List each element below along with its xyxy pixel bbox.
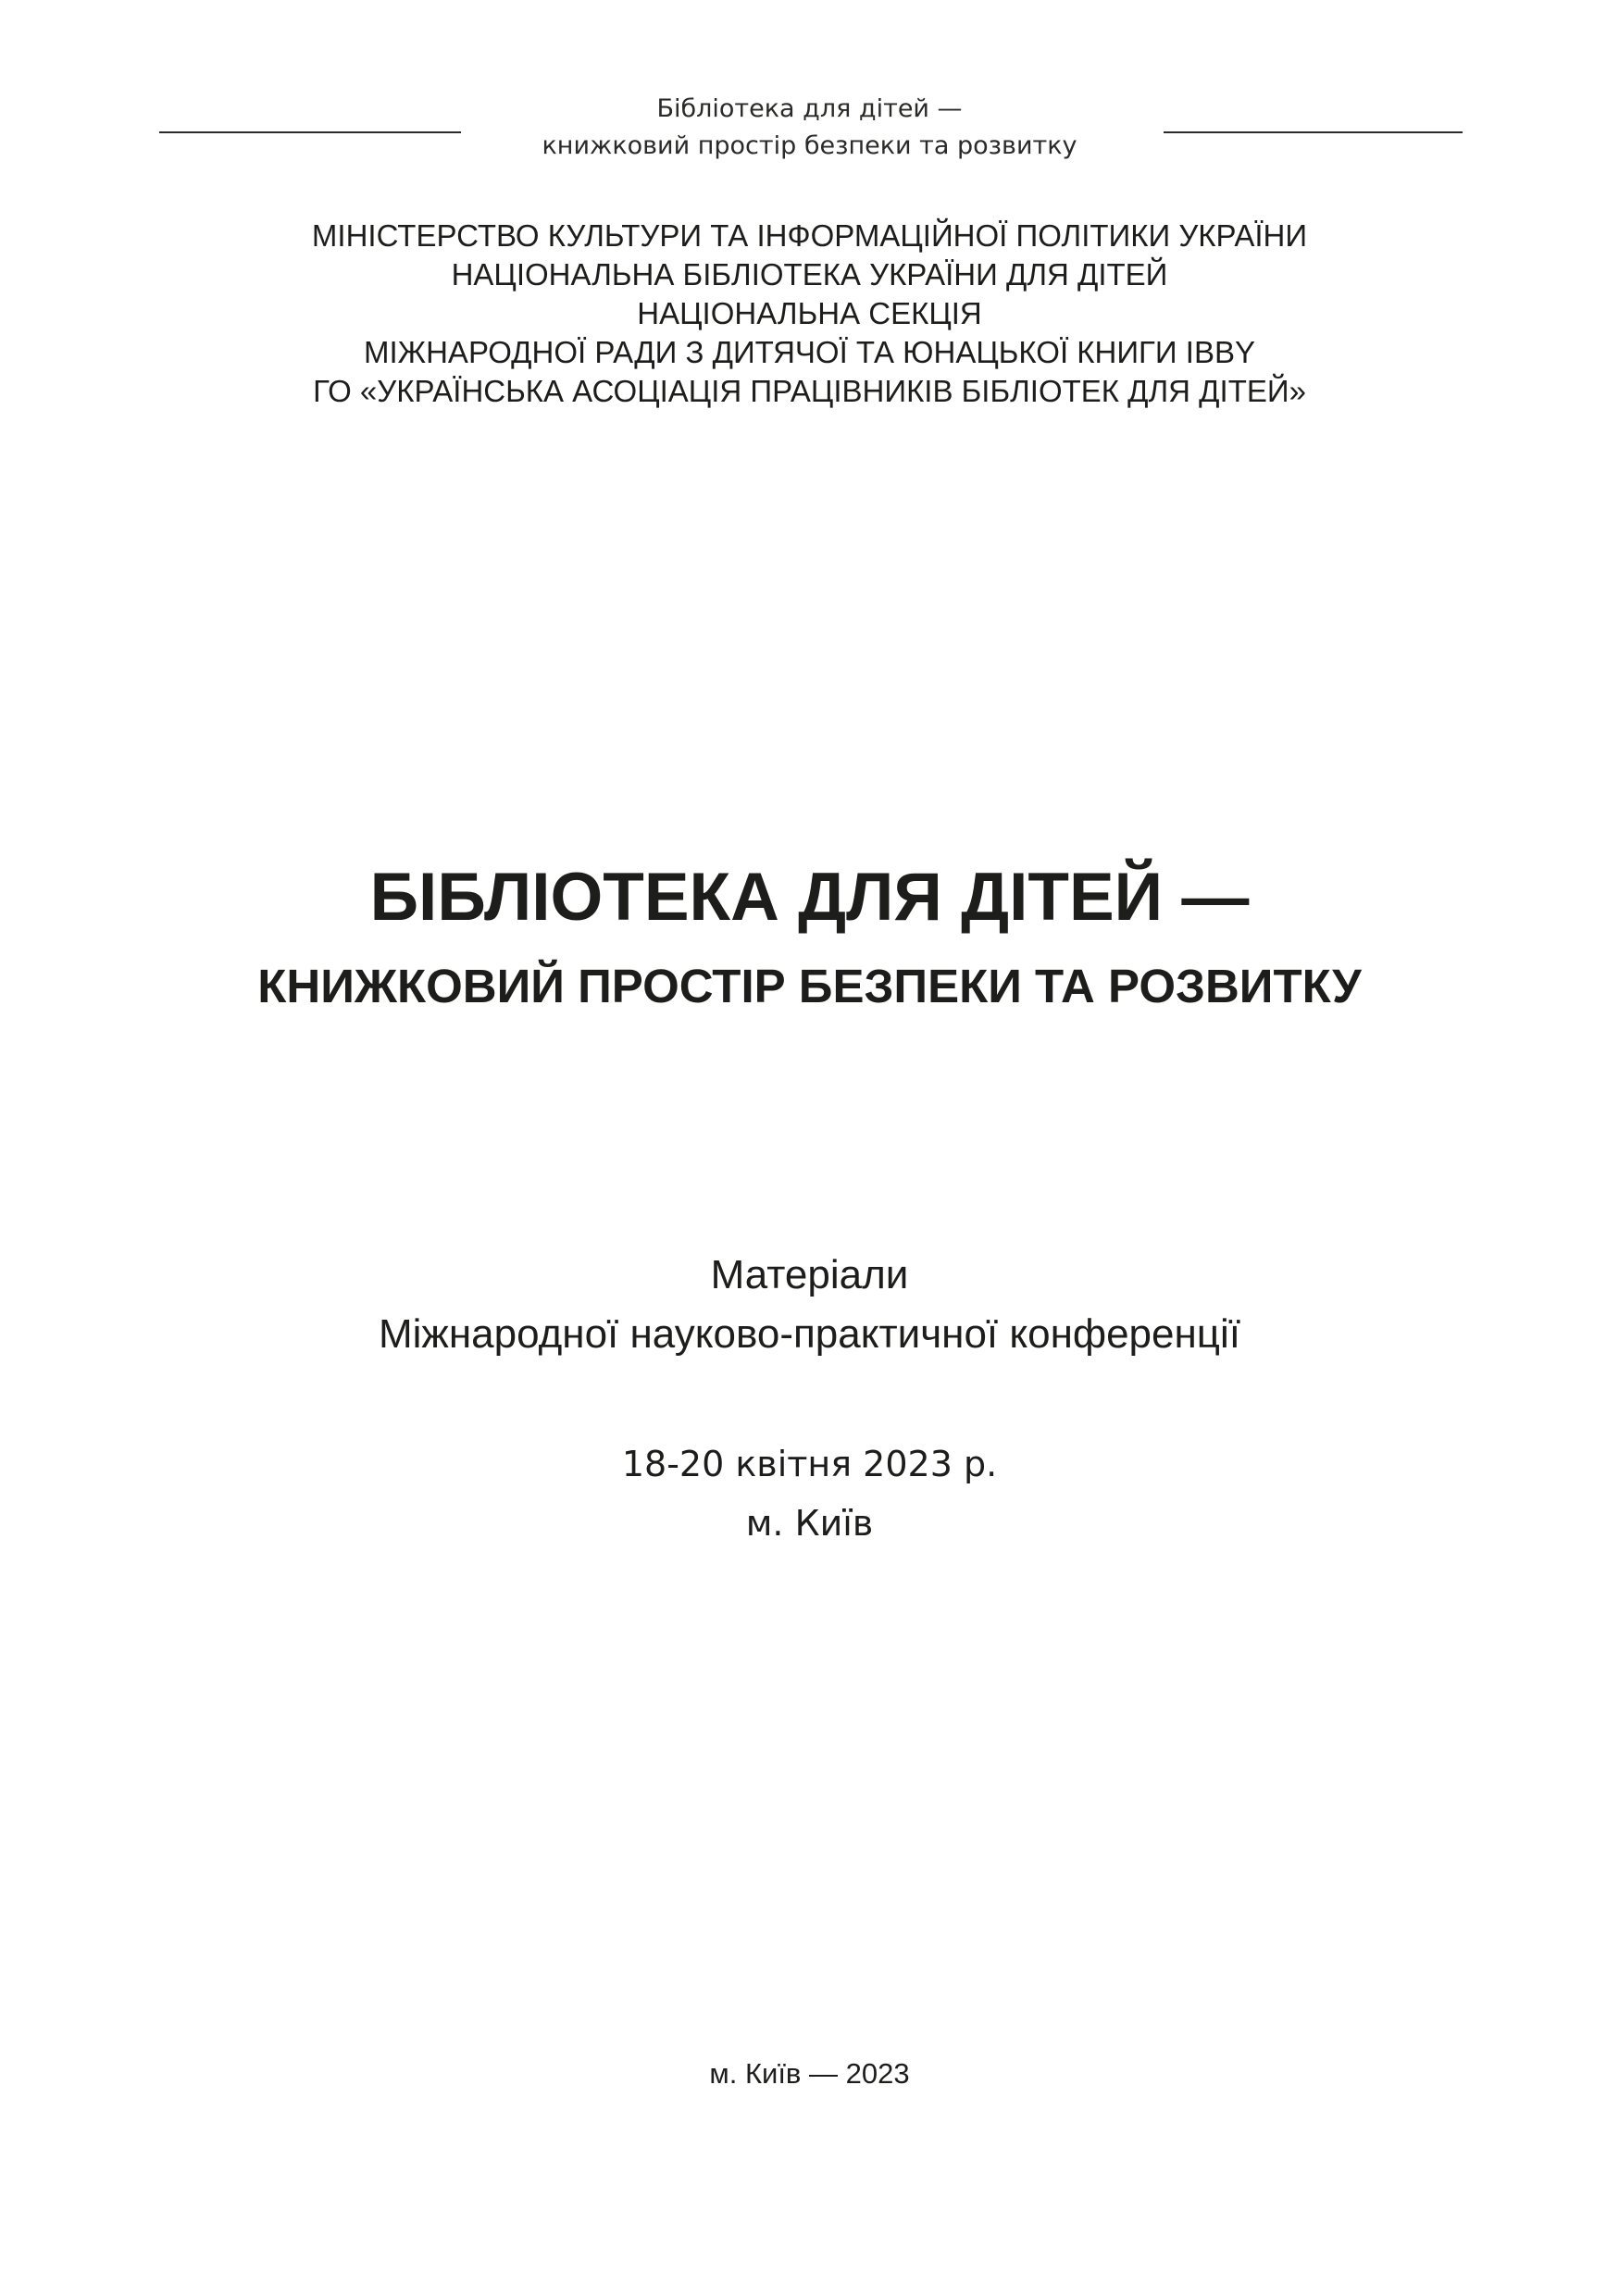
organization-national-section: НАЦІОНАЛЬНА СЕКЦІЯ	[637, 296, 982, 330]
event-block	[0, 1434, 1619, 1553]
event-place: м. Київ	[745, 1503, 874, 1544]
organization-ministry: МІНІСТЕРСТВО КУЛЬТУРИ ТА ІНФОРМАЦІЙНОЇ ПОЛІТИКИ УКРАЇНИ	[311, 218, 1308, 253]
running-header	[0, 91, 1619, 165]
materials-block	[0, 1246, 1619, 1364]
materials-label: Матеріали	[710, 1252, 909, 1297]
running-header-line-1: Бібліотека для дітей —	[656, 94, 963, 123]
header-rule-right	[1164, 131, 1463, 133]
running-header-line-2: книжковий простір безпеки та розвитку	[542, 131, 1077, 160]
page-title: БІБЛІОТЕКА ДЛЯ ДІТЕЙ —	[369, 860, 1250, 935]
organization-association: ГО «УКРАЇНСЬКА АСОЦІАЦІЯ ПРАЦІВНИКІВ БІБЛІОТЕК ДЛЯ ДІТЕЙ»	[313, 374, 1306, 408]
imprint: м. Київ — 2023	[709, 2057, 910, 2090]
conference-name: Міжнародної науково-практичної конференції	[378, 1311, 1240, 1357]
organization-national-library: НАЦІОНАЛЬНА БІБЛІОТЕКА УКРАЇНИ ДЛЯ ДІТЕЙ	[451, 257, 1168, 292]
event-dates: 18-20 квітня 2023 р.	[621, 1444, 998, 1484]
organization-ibby: МІЖНАРОДНОЇ РАДИ З ДИТЯЧОЇ ТА ЮНАЦЬКОЇ КНИГИ IBBY	[363, 335, 1256, 369]
organizations-block	[0, 217, 1619, 411]
page-subtitle: КНИЖКОВИЙ ПРОСТІР БЕЗПЕКИ ТА РОЗВИТКУ	[257, 960, 1362, 1012]
